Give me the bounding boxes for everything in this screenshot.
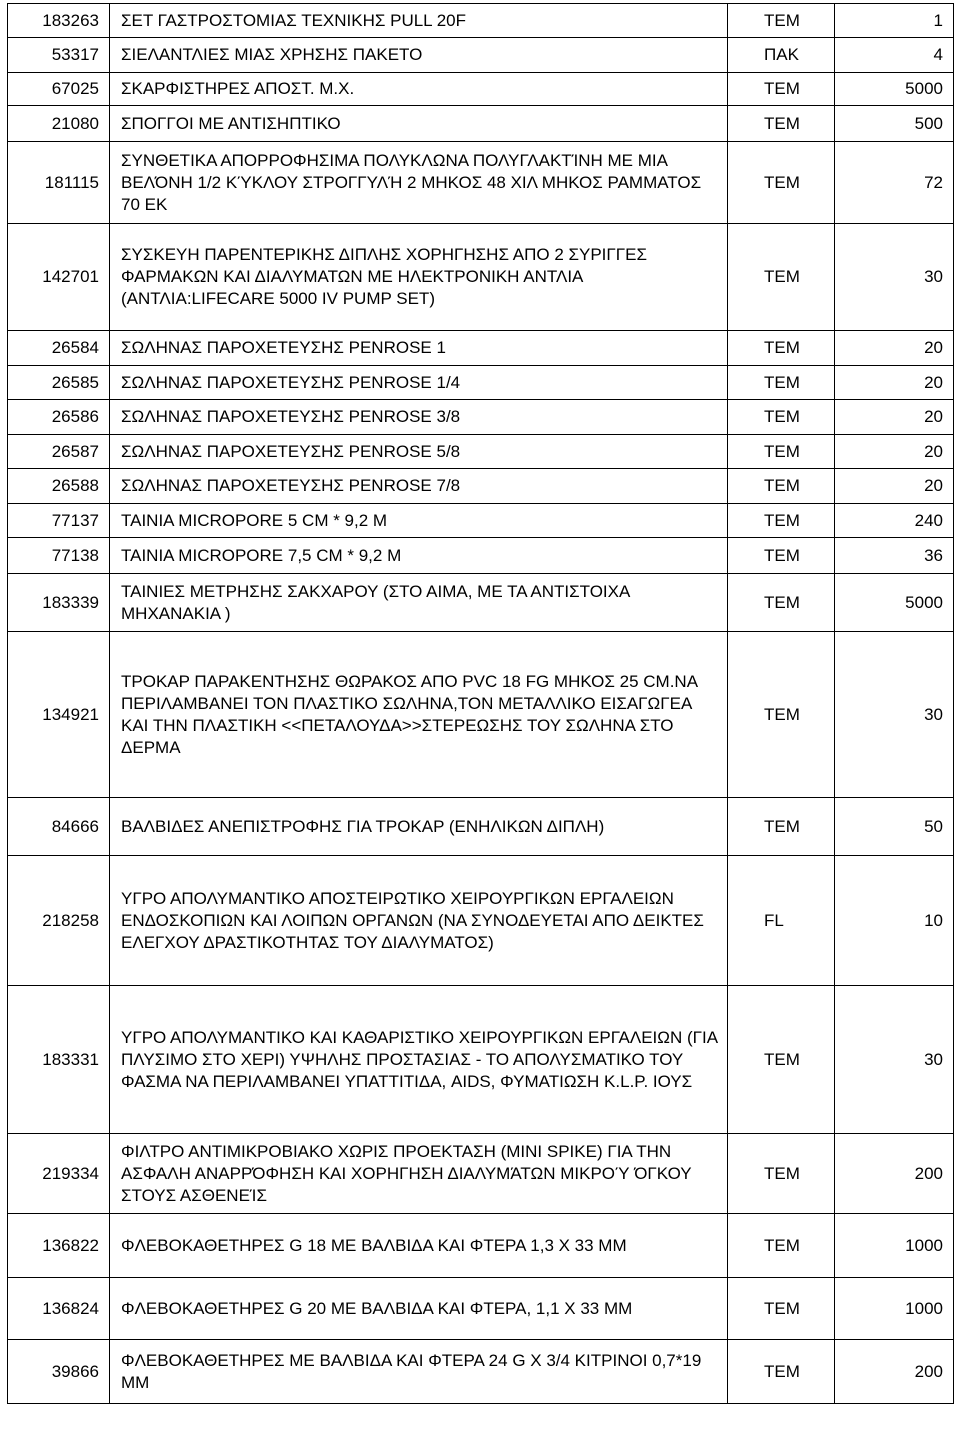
item-quantity: 10: [835, 856, 954, 986]
item-description: ΣΥΣΚΕΥΗ ΠΑΡΕΝΤΕΡΙΚΗΣ ΔΙΠΛΗΣ ΧΟΡΗΓΗΣΗΣ ΑΠΟ 2 ΣΥΡΙΓΓΕΣ ΦΑΡΜΑΚΩΝ ΚΑΙ ΔΙΑΛΥΜΑΤΩΝ ΜΕ ΗΛΕΚΤΡΟΝΙΚΗ ΑΝΤΛΙΑ (ΑΝΤΛΙΑ:LIFECARE 5000 IV PUMP SET): [110, 224, 728, 331]
table-row: [8, 632, 954, 798]
item-quantity: 200: [835, 1340, 954, 1404]
item-unit: ΤΕΜ: [728, 574, 835, 632]
table-row: [8, 400, 954, 435]
item-description: ΣΩΛΗΝΑΣ ΠΑΡΟΧΕΤΕΥΣΗΣ PENROSE 5/8: [110, 435, 728, 469]
item-code: 183263: [8, 4, 110, 38]
item-description: ΤΑΙΝΙΑ MICROPORE 5 CM * 9,2 M: [110, 504, 728, 538]
items-table-body: [8, 4, 954, 1404]
item-code: 26587: [8, 435, 110, 469]
item-quantity: 5000: [835, 574, 954, 632]
item-code: 219334: [8, 1134, 110, 1214]
item-quantity: 72: [835, 142, 954, 224]
item-unit: ΤΕΜ: [728, 4, 835, 38]
table-row: [8, 986, 954, 1134]
table-row: [8, 38, 954, 73]
table-row: [8, 469, 954, 504]
table-row: [8, 1278, 954, 1340]
item-code: 142701: [8, 224, 110, 331]
item-unit: ΤΕΜ: [728, 106, 835, 142]
table-row: [8, 1134, 954, 1214]
item-quantity: 1000: [835, 1278, 954, 1340]
item-unit: ΤΕΜ: [728, 400, 835, 435]
item-unit: ΤΕΜ: [728, 73, 835, 106]
item-code: 39866: [8, 1340, 110, 1404]
table-row: [8, 366, 954, 400]
item-unit: ΤΕΜ: [728, 1278, 835, 1340]
item-code: 77138: [8, 538, 110, 574]
item-code: 218258: [8, 856, 110, 986]
table-row: [8, 856, 954, 986]
table-row: [8, 106, 954, 142]
table-row: [8, 331, 954, 366]
item-unit: ΤΕΜ: [728, 1340, 835, 1404]
item-code: 67025: [8, 73, 110, 106]
item-unit: ΤΕΜ: [728, 986, 835, 1134]
item-description: ΣΩΛΗΝΑΣ ΠΑΡΟΧΕΤΕΥΣΗΣ PENROSE 7/8: [110, 469, 728, 504]
item-quantity: 200: [835, 1134, 954, 1214]
item-unit: FL: [728, 856, 835, 986]
item-code: 136822: [8, 1214, 110, 1278]
item-description: ΥΓΡΟ ΑΠΟΛΥΜΑΝΤΙΚΟ ΑΠΟΣΤΕΙΡΩΤΙΚΟ ΧΕΙΡΟΥΡΓΙΚΩΝ ΕΡΓΑΛΕΙΩΝ ΕΝΔΟΣΚΟΠΙΩΝ ΚΑΙ ΛΟΙΠΩΝ ΟΡΓΑΝΩΝ (ΝΑ ΣΥΝΟΔΕΥΕΤΑΙ ΑΠΟ ΔΕΙΚΤΕΣ ΕΛΕΓΧΟΥ ΔΡΑΣΤΙΚΟΤΗΤΑΣ ΤΟΥ ΔΙΑΛΥΜΑΤΟΣ): [110, 856, 728, 986]
item-description: ΣΩΛΗΝΑΣ ΠΑΡΟΧΕΤΕΥΣΗΣ PENROSE 1: [110, 331, 728, 366]
item-quantity: 4: [835, 38, 954, 73]
item-quantity: 30: [835, 224, 954, 331]
table-row: [8, 73, 954, 106]
item-quantity: 1: [835, 4, 954, 38]
item-unit: ΤΕΜ: [728, 366, 835, 400]
item-unit: ΤΕΜ: [728, 331, 835, 366]
item-description: ΦΛΕΒΟΚΑΘΕΤΗΡΕΣ ΜΕ ΒΑΛΒΙΔΑ ΚΑΙ ΦΤΕΡΑ 24 G X 3/4 ΚΙΤΡΙΝΟΙ 0,7*19 ΜΜ: [110, 1340, 728, 1404]
item-description: ΣΕΤ ΓΑΣΤΡΟΣΤΟΜΙΑΣ ΤΕΧΝΙΚΗΣ PULL 20F: [110, 4, 728, 38]
item-unit: ΠΑΚ: [728, 38, 835, 73]
item-quantity: 36: [835, 538, 954, 574]
item-code: 183339: [8, 574, 110, 632]
table-row: [8, 1214, 954, 1278]
item-description: ΤΑΙΝΙΑ MICROPORE 7,5 CM * 9,2 M: [110, 538, 728, 574]
items-table: [7, 3, 954, 1404]
table-row: [8, 435, 954, 469]
item-description: ΣΠΟΓΓΟΙ ΜΕ ΑΝΤΙΣΗΠΤΙΚΟ: [110, 106, 728, 142]
item-unit: ΤΕΜ: [728, 632, 835, 798]
item-unit: ΤΕΜ: [728, 469, 835, 504]
table-row: [8, 224, 954, 331]
item-code: 26585: [8, 366, 110, 400]
item-unit: ΤΕΜ: [728, 435, 835, 469]
item-code: 77137: [8, 504, 110, 538]
item-description: ΣΩΛΗΝΑΣ ΠΑΡΟΧΕΤΕΥΣΗΣ PENROSE 1/4: [110, 366, 728, 400]
item-unit: ΤΕΜ: [728, 538, 835, 574]
item-code: 134921: [8, 632, 110, 798]
item-code: 26584: [8, 331, 110, 366]
item-quantity: 30: [835, 632, 954, 798]
item-description: ΣΩΛΗΝΑΣ ΠΑΡΟΧΕΤΕΥΣΗΣ PENROSE 3/8: [110, 400, 728, 435]
item-quantity: 20: [835, 469, 954, 504]
item-unit: ΤΕΜ: [728, 1134, 835, 1214]
table-row: [8, 574, 954, 632]
item-quantity: 5000: [835, 73, 954, 106]
item-code: 26586: [8, 400, 110, 435]
item-description: ΤΑΙΝΙΕΣ ΜΕΤΡΗΣΗΣ ΣΑΚΧΑΡΟΥ (ΣΤΟ ΑΙΜΑ, ΜΕ ΤΑ ΑΝΤΙΣΤΟΙΧΑ ΜΗΧΑΝΑΚΙΑ ): [110, 574, 728, 632]
item-description: ΦΛΕΒΟΚΑΘΕΤΗΡΕΣ G 18 ΜΕ ΒΑΛΒΙΔΑ ΚΑΙ ΦΤΕΡΑ 1,3 Χ 33 ΜΜ: [110, 1214, 728, 1278]
table-row: [8, 4, 954, 38]
item-description: ΤΡΟΚΑΡ ΠΑΡΑΚΕΝΤΗΣΗΣ ΘΩΡΑΚΟΣ ΑΠΟ PVC 18 FG ΜΗΚΟΣ 25 CM.ΝΑ ΠΕΡΙΛΑΜΒΑΝΕΙ ΤΟΝ ΠΛΑΣΤΙΚΟ ΣΩΛΗΝΑ,ΤΟΝ ΜΕΤΑΛΛΙΚΟ ΕΙΣΑΓΩΓΕΑ ΚΑΙ ΤΗΝ ΠΛΑΣΤΙΚΗ <<ΠΕΤΑΛΟΥΔΑ>>ΣΤΕΡΕΩΣΗΣ ΤΟΥ ΣΩΛΗΝΑ ΣΤΟ ΔΕΡΜΑ: [110, 632, 728, 798]
item-code: 53317: [8, 38, 110, 73]
item-quantity: 240: [835, 504, 954, 538]
table-row: [8, 142, 954, 224]
item-unit: ΤΕΜ: [728, 142, 835, 224]
item-description: ΣΥΝΘΕΤΙΚΑ ΑΠΟΡΡΟΦΗΣΙΜΑ ΠΟΛΥΚΛΩΝΑ ΠΟΛΥΓΛΑΚΤΊΝΗ ΜΕ ΜΙΑ ΒΕΛΌΝΗ 1/2 ΚΎΚΛΟΥ ΣΤΡΟΓΓΥΛΉ 2 ΜΗΚΟΣ 48 ΧΙΛ ΜΗΚΟΣ ΡΑΜΜΑΤΟΣ 70 ΕΚ: [110, 142, 728, 224]
item-description: ΦΛΕΒΟΚΑΘΕΤΗΡΕΣ G 20 ΜΕ ΒΑΛΒΙΔΑ ΚΑΙ ΦΤΕΡΑ, 1,1 Χ 33 ΜΜ: [110, 1278, 728, 1340]
item-quantity: 20: [835, 435, 954, 469]
item-code: 26588: [8, 469, 110, 504]
item-description: ΣΚΑΡΦΙΣΤΗΡΕΣ ΑΠΟΣΤ. Μ.Χ.: [110, 73, 728, 106]
item-code: 181115: [8, 142, 110, 224]
item-quantity: 30: [835, 986, 954, 1134]
item-code: 136824: [8, 1278, 110, 1340]
item-quantity: 1000: [835, 1214, 954, 1278]
item-code: 183331: [8, 986, 110, 1134]
item-code: 21080: [8, 106, 110, 142]
item-quantity: 20: [835, 366, 954, 400]
item-quantity: 20: [835, 400, 954, 435]
item-description: ΥΓΡΟ ΑΠΟΛΥΜΑΝΤΙΚΟ ΚΑΙ ΚΑΘΑΡΙΣΤΙΚΟ ΧΕΙΡΟΥΡΓΙΚΩΝ ΕΡΓΑΛΕΙΩΝ (ΓΙΑ ΠΛΥΣΙΜΟ ΣΤΟ ΧΕΡΙ) ΥΨΗΛΗΣ ΠΡΟΣΤΑΣΙΑΣ - ΤΟ ΑΠΟΛΥΣΜΑΤΙΚΟ ΤΟΥ ΦΑΣΜΑ ΝΑ ΠΕΡΙΛΑΜΒΑΝΕΙ ΥΠΑΤΤΙΤΙΔΑ, AIDS, ΦΥΜΑΤΙΩΣΗ Κ.L.Ρ. ΙΟΥΣ: [110, 986, 728, 1134]
item-quantity: 500: [835, 106, 954, 142]
item-unit: ΤΕΜ: [728, 1214, 835, 1278]
item-description: ΦΙΛΤΡΟ ΑΝΤΙΜΙΚΡΟΒΙΑΚΟ ΧΩΡΙΣ ΠΡΟΕΚΤΑΣΗ (MINI SPIKE) ΓΙΑ ΤΗΝ ΑΣΦΑΛΗ ΑΝΑΡΡΌΦΗΣΗ ΚΑΙ ΧΟΡΗΓΗΣΗ ΔΙΑΛΥΜΆΤΩΝ ΜΙΚΡΟΎ ΌΓΚΟΥ ΣΤΟΥΣ ΑΣΘΕΝΕΊΣ: [110, 1134, 728, 1214]
item-unit: ΤΕΜ: [728, 798, 835, 856]
item-unit: ΤΕΜ: [728, 224, 835, 331]
item-description: ΒΑΛΒΙΔΕΣ ΑΝΕΠΙΣΤΡΟΦΗΣ ΓΙΑ ΤΡΟΚΑΡ (ΕΝΗΛΙΚΩΝ ΔΙΠΛΗ): [110, 798, 728, 856]
table-row: [8, 504, 954, 538]
table-row: [8, 798, 954, 856]
item-unit: ΤΕΜ: [728, 504, 835, 538]
table-row: [8, 538, 954, 574]
item-quantity: 50: [835, 798, 954, 856]
item-quantity: 20: [835, 331, 954, 366]
item-description: ΣΙΕΛΑΝΤΛΙΕΣ ΜΙΑΣ ΧΡΗΣΗΣ ΠΑΚΕΤΟ: [110, 38, 728, 73]
item-code: 84666: [8, 798, 110, 856]
table-row: [8, 1340, 954, 1404]
